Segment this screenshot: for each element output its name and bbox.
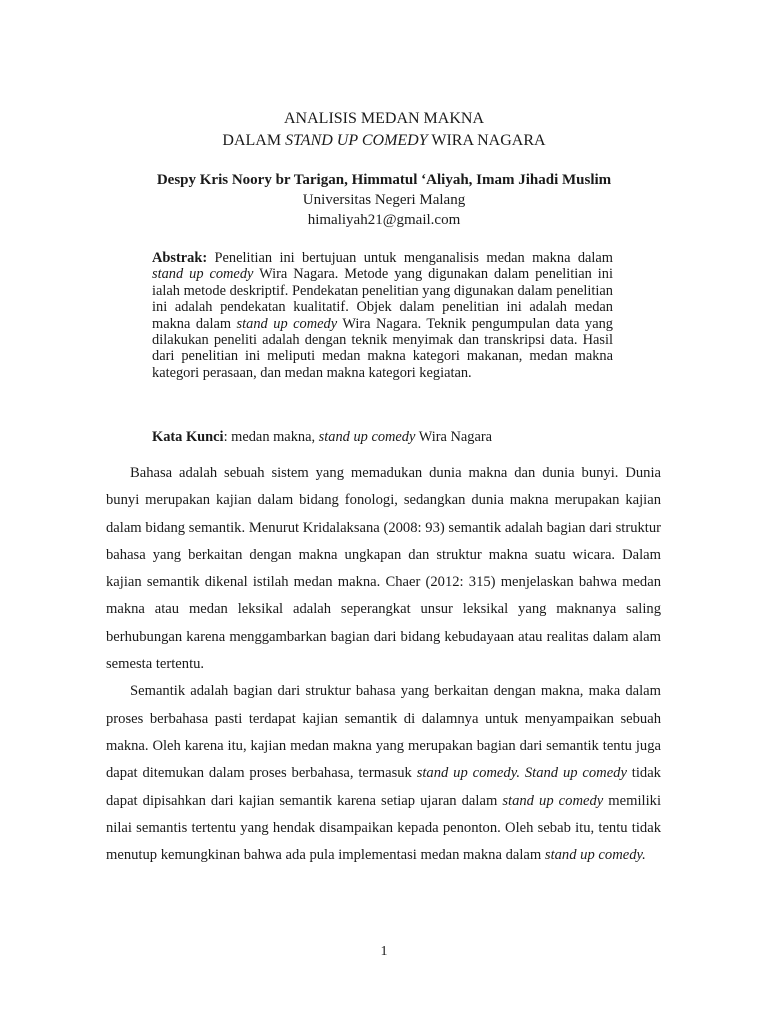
p2-text-3: memiliki nilai semantis tertentu yang hendak disampaikan kepada penonton. Oleh sebab itu, tentu tidak menutup kemungkinan bahwa ada pula implementasi medan makna dalam xyxy=(106,792,661,864)
abstract-text-1: Penelitian ini bertujuan untuk menganalisis medan makna dalam xyxy=(207,250,613,266)
abstract-italic-2: stand up comedy xyxy=(236,315,338,332)
keywords-text-2: Wira Nagara xyxy=(415,429,493,445)
abstract-text-3: Wira Nagara. Teknik pengumpulan data yang dilakukan peneliti adalah dengan teknik menyimak dan transkripsi data. Hasil dari penelitian ini meliputi medan makna kategori makanan, medan makna kategori perasaan, dan medan makna kategori kegiatan. xyxy=(152,315,613,381)
paper-title-line-1: ANALISIS MEDAN MAKNA xyxy=(284,110,484,127)
body-text xyxy=(106,460,661,869)
paper-title-line-2 xyxy=(0,132,768,150)
keywords-text-1: : medan makna, xyxy=(223,429,319,445)
page-number: 1 xyxy=(380,944,388,959)
p2-text-1: Semantik adalah bagian dari struktur bahasa yang berkaitan dengan makna, maka dalam proses berbahasa pasti terdapat kajian semantik di dalamnya untuk menyampaikan sebuah makna. Oleh karena itu, kajian medan makna yang merupakan bagian dari semantik tentu juga dapat ditemukan dalam proses berbahasa, termasuk xyxy=(106,683,661,782)
title-italic: STAND UP COMEDY xyxy=(285,132,428,149)
abstract-italic-1: stand up comedy xyxy=(152,266,254,283)
p2-text-2: tidak dapat dipisahkan dari kajian semantik karena setiap ujaran dalam xyxy=(106,765,661,809)
author-email: himaliyah21@gmail.com xyxy=(307,212,461,228)
abstract xyxy=(152,250,613,381)
title-suffix: WIRA NAGARA xyxy=(427,132,546,149)
abstract-label: Abstrak: xyxy=(152,250,208,266)
p2-italic-2: stand up comedy xyxy=(502,792,604,809)
p2-italic-1: stand up comedy. Stand up comedy xyxy=(416,765,627,782)
p2-italic-3: stand up comedy. xyxy=(544,847,646,864)
title-prefix: DALAM xyxy=(222,132,286,149)
keywords-label: Kata Kunci xyxy=(152,429,224,445)
author-list: Despy Kris Noory br Tarigan, Himmatul ‘Aliyah, Imam Jihadi Muslim xyxy=(156,172,612,188)
body-paragraph-2 xyxy=(106,678,661,869)
affiliation: Universitas Negeri Malang xyxy=(302,192,466,208)
abstract-text-2: Wira Nagara. Metode yang digunakan dalam penelitian ini ialah metode deskriptif. Pendekatan penelitian yang digunakan dalam penelitian ini adalah pendekatan kualitatif. Objek dalam penelitian ini adalah medan makna dalam xyxy=(152,266,613,332)
body-paragraph-1: Bahasa adalah sebuah sistem yang memadukan dunia makna dan dunia bunyi. Dunia bunyi merupakan kajian dalam bidang fonologi, sedangkan dunia makna merupakan kajian dalam bidang semantik. Menurut Kridalaksana (2008: 93) semantik adalah bagian dari struktur bahasa yang berkaitan dengan makna ungkapan dan struktur makna suatu wicara. Dalam kajian semantik dikenal istilah medan makna. Chaer (2012: 315) menjelaskan bahwa medan makna atau medan leksikal adalah seperangkat unsur leksikal yang maknanya saling berhubungan karena menggambarkan bagian dari bidang kebudayaan atau realitas dalam alam semesta tertentu. xyxy=(106,465,661,673)
keywords xyxy=(152,429,613,446)
keywords-italic: stand up comedy xyxy=(318,429,416,445)
